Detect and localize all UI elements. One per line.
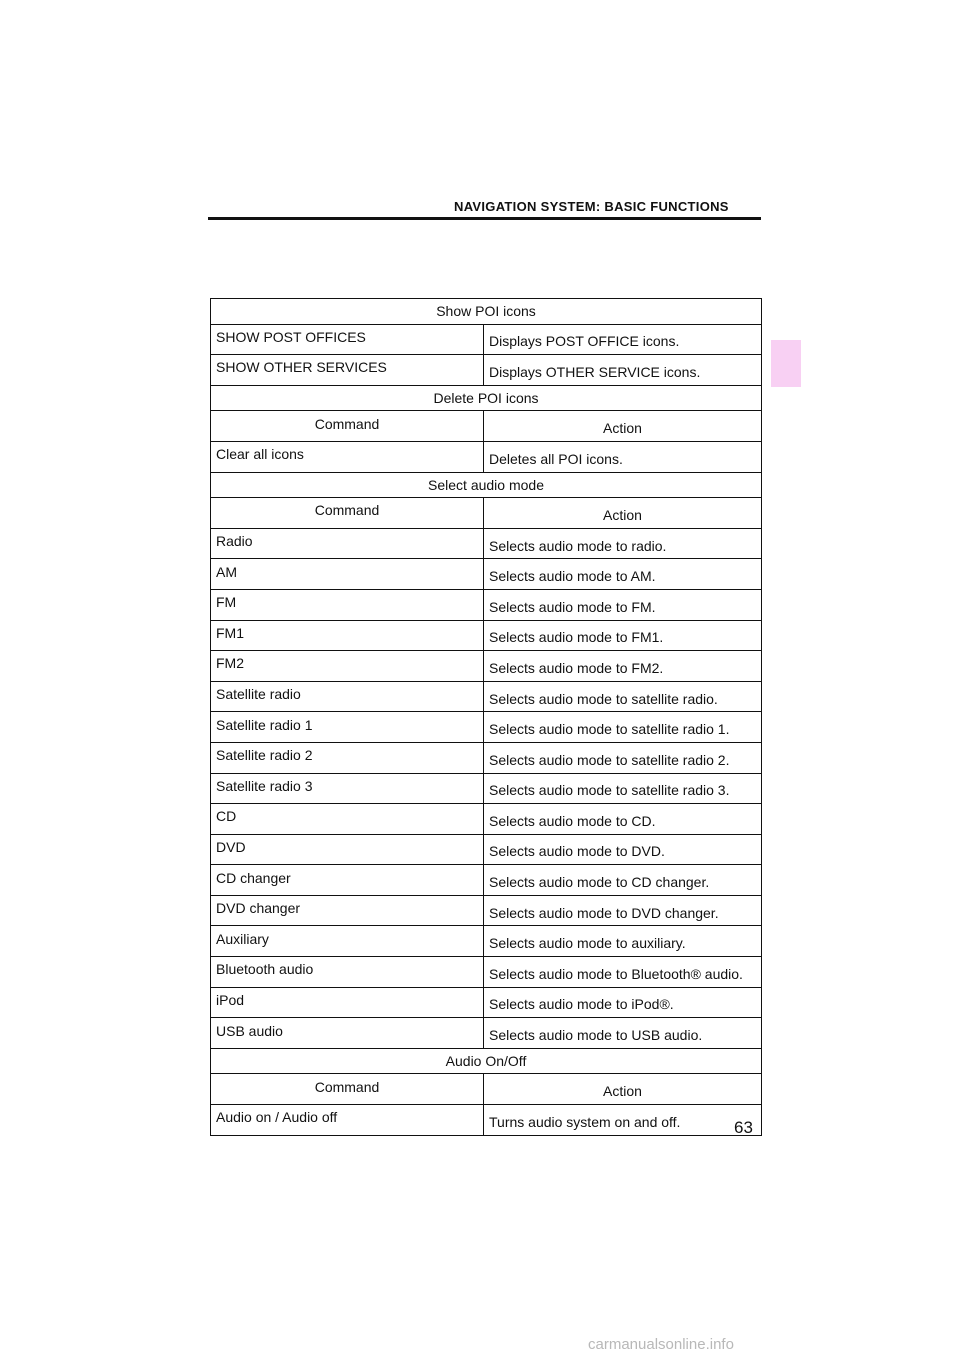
- command-cell: FM2: [211, 651, 484, 682]
- table-row: [211, 559, 762, 590]
- section-title-row: [211, 472, 762, 498]
- action-cell: Selects audio mode to radio.: [484, 528, 762, 559]
- action-cell: Selects audio mode to FM.: [484, 589, 762, 620]
- action-cell: Selects audio mode to satellite radio 2.: [484, 742, 762, 773]
- command-column-header: Command: [211, 498, 484, 529]
- command-cell: DVD: [211, 834, 484, 865]
- command-cell: CD changer: [211, 865, 484, 896]
- section-title-row: [211, 299, 762, 325]
- table-row: [211, 355, 762, 386]
- command-cell: Auxiliary: [211, 926, 484, 957]
- action-cell: Selects audio mode to satellite radio 3.: [484, 773, 762, 804]
- table-row: [211, 1105, 762, 1136]
- table-row: [211, 1018, 762, 1049]
- action-cell: Displays POST OFFICE icons.: [484, 324, 762, 355]
- command-cell: Radio: [211, 528, 484, 559]
- command-cell: iPod: [211, 987, 484, 1018]
- table-row: [211, 926, 762, 957]
- action-cell: Selects audio mode to satellite radio 1.: [484, 712, 762, 743]
- table-row: [211, 773, 762, 804]
- action-cell: Selects audio mode to AM.: [484, 559, 762, 590]
- section-title-row: [211, 385, 762, 411]
- action-cell: Selects audio mode to iPod®.: [484, 987, 762, 1018]
- command-cell: SHOW OTHER SERVICES: [211, 355, 484, 386]
- table-row: [211, 957, 762, 988]
- command-cell: FM1: [211, 620, 484, 651]
- column-header-row: [211, 498, 762, 529]
- command-cell: Satellite radio: [211, 681, 484, 712]
- action-cell: Displays OTHER SERVICE icons.: [484, 355, 762, 386]
- action-column-header: Action: [484, 411, 762, 442]
- action-cell: Selects audio mode to CD changer.: [484, 865, 762, 896]
- action-cell: Selects audio mode to FM2.: [484, 651, 762, 682]
- command-cell: Satellite radio 1: [211, 712, 484, 743]
- table-row: [211, 987, 762, 1018]
- action-column-header: Action: [484, 498, 762, 529]
- command-cell: FM: [211, 589, 484, 620]
- watermark: carmanualsonline.info: [588, 1336, 734, 1353]
- running-header: NAVIGATION SYSTEM: BASIC FUNCTIONS: [454, 199, 729, 214]
- command-cell: Bluetooth audio: [211, 957, 484, 988]
- section-title: Delete POI icons: [211, 385, 762, 411]
- table-row: [211, 804, 762, 835]
- action-cell: Selects audio mode to satellite radio.: [484, 681, 762, 712]
- table-row: [211, 324, 762, 355]
- command-cell: Satellite radio 3: [211, 773, 484, 804]
- action-cell: Selects audio mode to FM1.: [484, 620, 762, 651]
- voice-command-table-body: [211, 299, 762, 1136]
- column-header-row: [211, 411, 762, 442]
- voice-command-table: [210, 298, 762, 1136]
- section-title: Audio On/Off: [211, 1048, 762, 1074]
- command-column-header: Command: [211, 411, 484, 442]
- command-column-header: Command: [211, 1074, 484, 1105]
- action-cell: Deletes all POI icons.: [484, 441, 762, 472]
- command-cell: CD: [211, 804, 484, 835]
- command-cell: Satellite radio 2: [211, 742, 484, 773]
- table-row: [211, 865, 762, 896]
- command-cell: DVD changer: [211, 895, 484, 926]
- table-row: [211, 441, 762, 472]
- table-row: [211, 834, 762, 865]
- action-column-header: Action: [484, 1074, 762, 1105]
- command-cell: USB audio: [211, 1018, 484, 1049]
- table-row: [211, 681, 762, 712]
- table-row: [211, 742, 762, 773]
- action-cell: Selects audio mode to DVD changer.: [484, 895, 762, 926]
- command-cell: AM: [211, 559, 484, 590]
- action-cell: Selects audio mode to auxiliary.: [484, 926, 762, 957]
- table-row: [211, 620, 762, 651]
- header-rule: [208, 217, 761, 220]
- action-cell: Turns audio system on and off.: [484, 1105, 762, 1136]
- action-cell: Selects audio mode to CD.: [484, 804, 762, 835]
- section-title: Show POI icons: [211, 299, 762, 325]
- action-cell: Selects audio mode to USB audio.: [484, 1018, 762, 1049]
- command-cell: Clear all icons: [211, 441, 484, 472]
- command-cell: SHOW POST OFFICES: [211, 324, 484, 355]
- action-cell: Selects audio mode to DVD.: [484, 834, 762, 865]
- command-cell: Audio on / Audio off: [211, 1105, 484, 1136]
- table-row: [211, 651, 762, 682]
- table-row: [211, 712, 762, 743]
- section-title-row: [211, 1048, 762, 1074]
- action-cell: Selects audio mode to Bluetooth® audio.: [484, 957, 762, 988]
- section-side-tab: [771, 340, 801, 387]
- table-row: [211, 528, 762, 559]
- section-title: Select audio mode: [211, 472, 762, 498]
- page-number: 63: [734, 1118, 753, 1137]
- column-header-row: [211, 1074, 762, 1105]
- table-row: [211, 589, 762, 620]
- table-row: [211, 895, 762, 926]
